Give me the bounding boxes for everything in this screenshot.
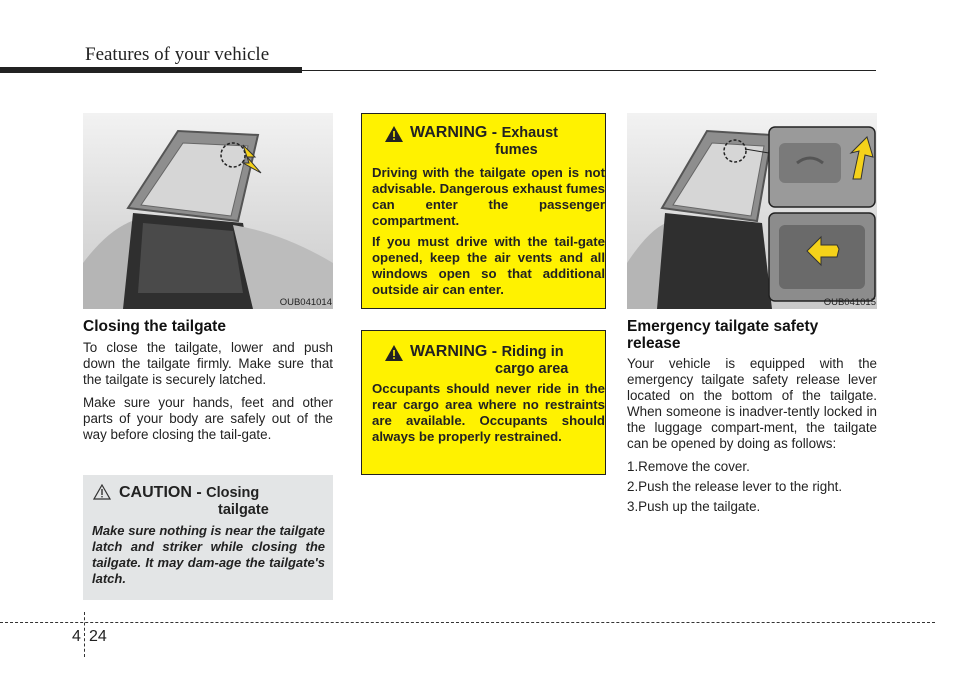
warning-exhaust-subject-1: Exhaust (501, 125, 558, 141)
caution-box (83, 475, 333, 600)
warning-exhaust-text (372, 165, 605, 303)
emergency-release-photo (627, 113, 877, 309)
tailgate-closing-photo (83, 113, 333, 309)
warning-cargo-subject-2: cargo area (495, 361, 569, 377)
emergency-step-2: 2.Push the release lever to the right. (627, 479, 843, 494)
closing-paragraph-1: To close the tailgate, lower and push down the tailgate firmly. Make sure that the tailgate is securely latched. (83, 340, 333, 387)
emergency-step-1: 1.Remove the cover. (627, 459, 750, 474)
emergency-steps (627, 459, 877, 515)
warning-cargo-box (361, 330, 606, 475)
emergency-paragraph-1: Your vehicle is equipped with the emergency tailgate safety release lever located on the bottom of the tailgate. When someone is inadver-tently locked in the luggage compart-ment, the tailgate can be opened by doing as follows: (627, 356, 877, 451)
left-figure-code: OUB041014 (279, 297, 332, 308)
caution-triangle-icon (93, 484, 111, 500)
caution-subject-2: tailgate (218, 502, 269, 518)
warning-cargo-subject-1: Riding in (501, 344, 564, 360)
closing-tailgate-text (83, 340, 333, 450)
emergency-release-heading: Emergency tailgate safety release (627, 318, 819, 352)
warning-exhaust-box (361, 113, 606, 309)
caution-text: Make sure nothing is near the tailgate latch and striker while closing the tailgate. It may dam-age the tailgate's latch. (92, 523, 325, 586)
warning-cargo-text (372, 381, 605, 450)
page-header-title: Features of your vehicle (85, 44, 270, 65)
warning-exhaust-paragraph-1: Driving with the tailgate open is not advisable. Dangerous exhaust fumes can enter the passenger compartment. (372, 165, 605, 228)
header-rule-thin (302, 70, 876, 71)
caution-subject-1: Closing (206, 485, 260, 501)
warning-exhaust-heading (410, 124, 558, 158)
caution-keyword: CAUTION - (119, 484, 202, 501)
chapter-number: 4 (72, 628, 81, 645)
closing-paragraph-2: Make sure your hands, feet and other parts of your body are safely out of the way before closing the tail-gate. (83, 395, 333, 442)
footer-page-divider (84, 612, 85, 657)
footer-dashed-rule (0, 622, 935, 623)
emergency-step-3: 3.Push up the tailgate. (627, 499, 761, 514)
warning-exhaust-subject-2: fumes (495, 142, 538, 158)
warning-cargo-keyword: WARNING - (410, 343, 498, 360)
right-figure-code: OUB041015 (823, 297, 876, 308)
warning-exhaust-paragraph-2: If you must drive with the tail-gate opened, keep the air vents and all windows open so that additional outside air can enter. (372, 234, 605, 297)
warning-triangle-icon (384, 125, 404, 143)
header-rule-thick (0, 67, 302, 73)
emergency-release-text (627, 356, 877, 519)
closing-tailgate-heading: Closing the tailgate (83, 318, 226, 335)
warning-cargo-heading (410, 343, 568, 377)
warning-triangle-icon (384, 344, 404, 362)
warning-cargo-paragraph-1: Occupants should never ride in the rear cargo area where no restraints are available. Occupants should always be properly restrained. (372, 381, 605, 444)
caution-heading (111, 484, 326, 518)
page-number: 24 (89, 628, 107, 645)
warning-exhaust-keyword: WARNING - (410, 124, 498, 141)
